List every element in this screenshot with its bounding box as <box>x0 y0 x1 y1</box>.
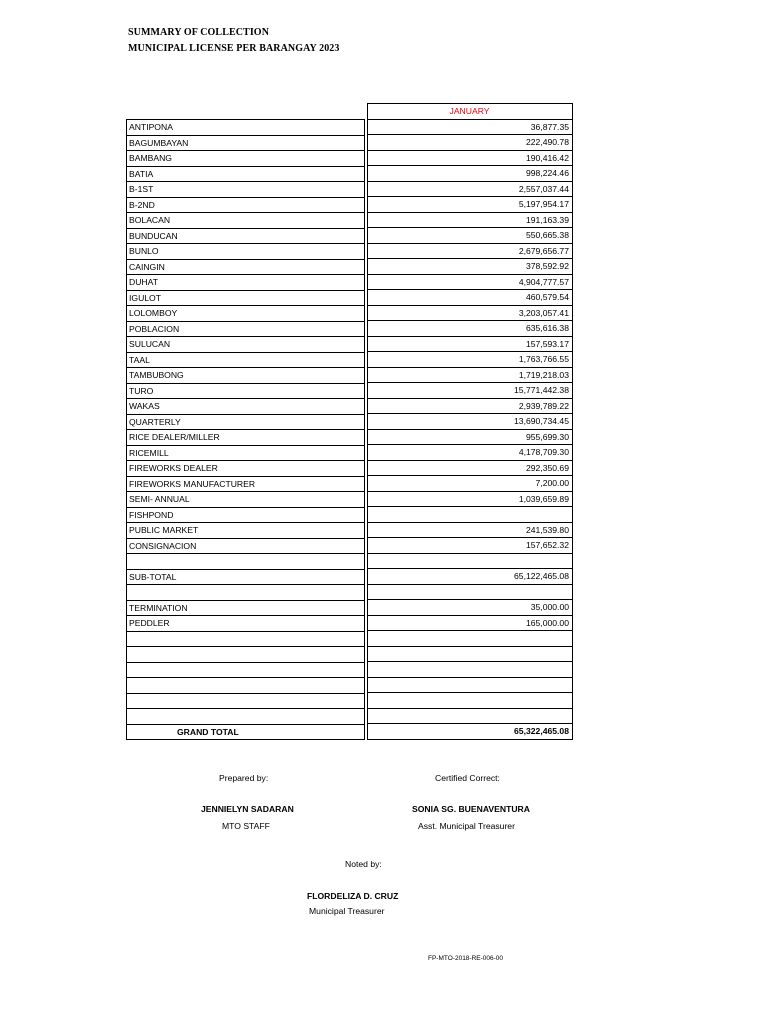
table-row <box>368 166 573 182</box>
row-label <box>127 662 365 678</box>
form-code: FP-MTO-2018-RE-006-00 <box>428 955 504 962</box>
noted-by-name: FLORDELIZA D. CRUZ <box>307 891 399 901</box>
row-amount: 635,616.38 <box>368 321 573 337</box>
certified-by-title: Asst. Municipal Treasurer <box>418 821 515 831</box>
row-label <box>127 678 365 694</box>
table-row <box>127 228 365 244</box>
table-row <box>368 228 573 244</box>
table-row <box>368 197 573 213</box>
table-row <box>127 461 365 477</box>
row-amount <box>368 507 573 523</box>
row-label: CONSIGNACION <box>127 538 365 554</box>
row-amount <box>368 693 573 709</box>
table-row <box>368 135 573 151</box>
table-row <box>127 569 365 585</box>
table-row <box>127 399 365 415</box>
table-row <box>368 367 573 383</box>
row-label: BOLACAN <box>127 213 365 229</box>
table-row <box>127 600 365 616</box>
prepared-by-title: MTO STAFF <box>222 821 270 831</box>
row-amount: 65,122,465.08 <box>368 569 573 585</box>
table-row <box>127 259 365 275</box>
row-label: CAINGIN <box>127 259 365 275</box>
table-row <box>368 615 573 631</box>
row-label: TURO <box>127 383 365 399</box>
row-label: SEMI- ANNUAL <box>127 492 365 508</box>
table-row <box>368 693 573 709</box>
row-amount: 13,690,734.45 <box>368 414 573 430</box>
row-amount <box>368 553 573 569</box>
table-row <box>368 631 573 647</box>
table-row <box>127 120 365 136</box>
table-row <box>127 306 365 322</box>
table-row <box>127 678 365 694</box>
row-label: B-2ND <box>127 197 365 213</box>
row-label: ANTIPONA <box>127 120 365 136</box>
row-amount: 460,579.54 <box>368 290 573 306</box>
row-amount: 955,699.30 <box>368 429 573 445</box>
row-amount: 998,224.46 <box>368 166 573 182</box>
table-row <box>127 166 365 182</box>
row-amount: 36,877.35 <box>368 119 573 135</box>
row-label: SUB-TOTAL <box>127 569 365 585</box>
noted-by-label: Noted by: <box>345 859 382 869</box>
table-row <box>127 445 365 461</box>
table-row <box>368 259 573 275</box>
table-row <box>368 150 573 166</box>
month-header: JANUARY <box>368 104 573 120</box>
table-row <box>368 491 573 507</box>
table-row <box>368 538 573 554</box>
row-label: FIREWORKS DEALER <box>127 461 365 477</box>
table-row <box>368 507 573 523</box>
row-amount: 1,039,659.89 <box>368 491 573 507</box>
report-subtitle: MUNICIPAL LICENSE PER BARANGAY 2023 <box>128 43 340 54</box>
row-label: LOLOMBOY <box>127 306 365 322</box>
row-amount: 222,490.78 <box>368 135 573 151</box>
table-row <box>368 553 573 569</box>
table-row <box>127 414 365 430</box>
table-row <box>127 523 365 539</box>
grand-total-value: 65,322,465.08 <box>368 724 573 740</box>
table-row <box>368 476 573 492</box>
row-amount: 35,000.00 <box>368 600 573 616</box>
table-row <box>368 522 573 538</box>
row-label: PUBLIC MARKET <box>127 523 365 539</box>
table-row <box>368 383 573 399</box>
row-label: BAGUMBAYAN <box>127 135 365 151</box>
table-row <box>127 507 365 523</box>
row-label: TAMBUBONG <box>127 368 365 384</box>
table-row <box>127 538 365 554</box>
table-row <box>368 414 573 430</box>
row-label: B-1ST <box>127 182 365 198</box>
row-amount: 3,203,057.41 <box>368 305 573 321</box>
row-amount: 5,197,954.17 <box>368 197 573 213</box>
row-label: PEDDLER <box>127 616 365 632</box>
row-label <box>127 554 365 570</box>
row-amount: 15,771,442.38 <box>368 383 573 399</box>
table-row <box>368 352 573 368</box>
table-row <box>368 460 573 476</box>
row-label <box>127 693 365 709</box>
row-label: IGULOT <box>127 290 365 306</box>
row-amount: 190,416.42 <box>368 150 573 166</box>
row-label: BAMBANG <box>127 151 365 167</box>
prepared-by-name: JENNIELYN SADARAN <box>201 804 294 814</box>
table-row <box>127 430 365 446</box>
table-row <box>127 135 365 151</box>
row-label <box>127 631 365 647</box>
table-row <box>368 584 573 600</box>
table-row <box>127 151 365 167</box>
table-row <box>127 662 365 678</box>
row-label: RICEMILL <box>127 445 365 461</box>
table-row <box>368 646 573 662</box>
certified-correct-label: Certified Correct: <box>435 773 500 783</box>
row-label: DUHAT <box>127 275 365 291</box>
table-row <box>368 398 573 414</box>
row-amount <box>368 646 573 662</box>
grand-total-row <box>127 724 365 740</box>
january-amounts-table <box>367 103 573 740</box>
table-row <box>368 290 573 306</box>
row-amount: 1,763,766.55 <box>368 352 573 368</box>
table-row <box>127 585 365 601</box>
row-amount: 241,539.80 <box>368 522 573 538</box>
row-label: BUNDUCAN <box>127 228 365 244</box>
table-row <box>368 119 573 135</box>
table-row <box>127 554 365 570</box>
table-row <box>368 708 573 724</box>
row-label: WAKAS <box>127 399 365 415</box>
row-label: QUARTERLY <box>127 414 365 430</box>
table-row <box>127 631 365 647</box>
row-label: TERMINATION <box>127 600 365 616</box>
table-row <box>127 197 365 213</box>
table-row <box>368 321 573 337</box>
row-amount: 378,592.92 <box>368 259 573 275</box>
row-amount <box>368 708 573 724</box>
prepared-by-label: Prepared by: <box>219 773 269 783</box>
row-label: RICE DEALER/MILLER <box>127 430 365 446</box>
row-amount: 157,593.17 <box>368 336 573 352</box>
row-label: TAAL <box>127 352 365 368</box>
barangay-names-table <box>126 119 365 740</box>
row-amount: 2,679,656.77 <box>368 243 573 259</box>
table-row <box>368 677 573 693</box>
row-label: BUNLO <box>127 244 365 260</box>
table-row <box>127 275 365 291</box>
table-row <box>127 492 365 508</box>
row-label <box>127 647 365 663</box>
table-row <box>127 709 365 725</box>
grand-total-label: GRAND TOTAL <box>127 724 365 740</box>
row-amount: 4,178,709.30 <box>368 445 573 461</box>
row-label: SULUCAN <box>127 337 365 353</box>
table-row <box>368 181 573 197</box>
row-label <box>127 709 365 725</box>
table-row <box>127 213 365 229</box>
grand-total-row <box>368 724 573 740</box>
row-amount: 4,904,777.57 <box>368 274 573 290</box>
table-row <box>368 274 573 290</box>
table-row <box>368 336 573 352</box>
table-row <box>368 212 573 228</box>
table-row <box>127 616 365 632</box>
row-amount: 157,652.32 <box>368 538 573 554</box>
table-row <box>127 337 365 353</box>
row-amount: 1,719,218.03 <box>368 367 573 383</box>
row-amount: 7,200.00 <box>368 476 573 492</box>
row-amount: 191,163.39 <box>368 212 573 228</box>
row-amount: 2,939,789.22 <box>368 398 573 414</box>
table-row <box>127 182 365 198</box>
row-amount: 165,000.00 <box>368 615 573 631</box>
table-row <box>127 352 365 368</box>
table-row <box>127 383 365 399</box>
table-row <box>368 569 573 585</box>
row-label: FISHPOND <box>127 507 365 523</box>
row-amount: 2,557,037.44 <box>368 181 573 197</box>
row-amount <box>368 584 573 600</box>
row-amount: 292,350.69 <box>368 460 573 476</box>
column-header-row <box>368 104 573 120</box>
row-label: BATIA <box>127 166 365 182</box>
report-title: SUMMARY OF COLLECTION <box>128 27 270 38</box>
table-row <box>368 305 573 321</box>
row-amount <box>368 662 573 678</box>
row-amount: 550,665.38 <box>368 228 573 244</box>
certified-by-name: SONIA SG. BUENAVENTURA <box>412 804 530 814</box>
table-row <box>127 368 365 384</box>
table-row <box>368 243 573 259</box>
table-row <box>368 429 573 445</box>
table-row <box>368 662 573 678</box>
row-amount <box>368 631 573 647</box>
row-label <box>127 585 365 601</box>
row-amount <box>368 677 573 693</box>
table-row <box>368 600 573 616</box>
table-row <box>127 321 365 337</box>
table-row <box>368 445 573 461</box>
table-row <box>127 290 365 306</box>
row-label: FIREWORKS MANUFACTURER <box>127 476 365 492</box>
table-row <box>127 647 365 663</box>
table-row <box>127 693 365 709</box>
table-row <box>127 476 365 492</box>
table-row <box>127 244 365 260</box>
row-label: POBLACION <box>127 321 365 337</box>
noted-by-title: Municipal Treasurer <box>309 906 385 916</box>
